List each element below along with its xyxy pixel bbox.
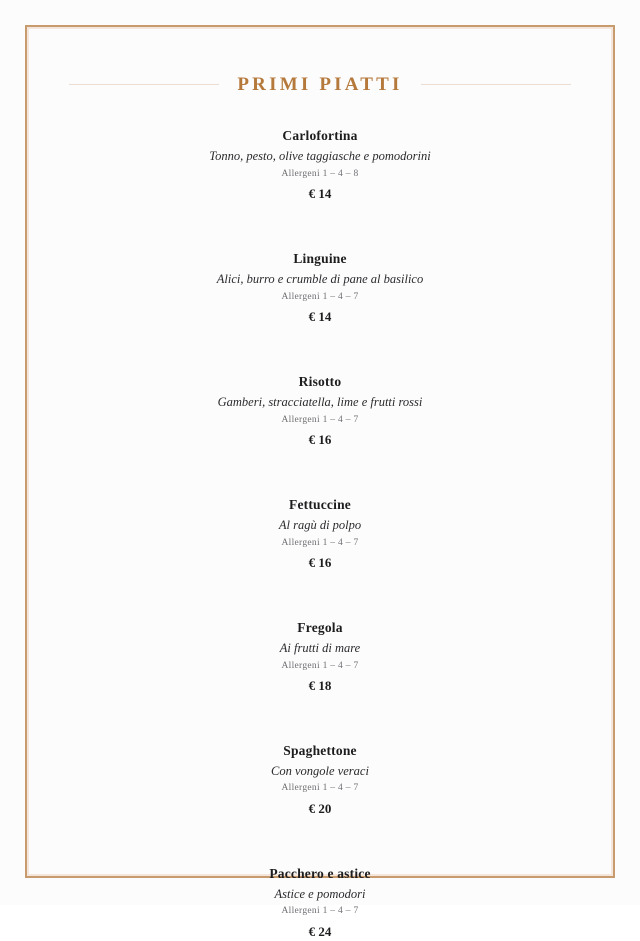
dish-allergens: Allergeni 1 – 4 – 7 <box>281 291 359 302</box>
heading-rule-left <box>69 84 219 85</box>
dish-name: Pacchero e astice <box>269 865 371 881</box>
dish-description: Ai frutti di mare <box>279 640 361 655</box>
menu-item <box>27 251 613 326</box>
dish-price: € 16 <box>308 431 332 447</box>
dish-description: Gamberi, stracciatella, lime e frutti rossi <box>217 394 423 409</box>
dish-allergens: Allergeni 1 – 4 – 7 <box>281 537 359 548</box>
dish-name: Fregola <box>297 619 343 635</box>
heading-rule-right <box>421 84 571 85</box>
dish-description: Tonno, pesto, olive taggiasche e pomodorini <box>209 148 431 163</box>
dish-name: Linguine <box>293 250 347 266</box>
menu-item <box>27 866 613 941</box>
dish-name: Spaghettone <box>283 742 357 758</box>
dish-allergens: Allergeni 1 – 4 – 7 <box>281 660 359 671</box>
dish-price: € 24 <box>308 923 332 939</box>
menu-item <box>27 743 613 818</box>
dish-name: Carlofortina <box>282 128 358 143</box>
menu-item-list <box>27 128 613 941</box>
dish-name: Fettuccine <box>289 496 351 512</box>
dish-description: Con vongole veraci <box>271 763 369 778</box>
dish-price: € 14 <box>308 186 332 202</box>
dish-description: Astice e pomodori <box>274 886 366 901</box>
menu-content <box>27 27 613 939</box>
dish-description: Alici, burro e crumble di pane al basilico <box>216 271 424 286</box>
dish-price: € 20 <box>308 800 332 816</box>
dish-allergens: Allergeni 1 – 4 – 7 <box>281 783 359 794</box>
dish-price: € 18 <box>308 677 332 693</box>
dish-allergens: Allergeni 1 – 4 – 8 <box>281 168 359 179</box>
menu-item <box>27 620 613 695</box>
dish-allergens: Allergeni 1 – 4 – 7 <box>281 906 359 917</box>
menu-item <box>27 497 613 572</box>
dish-description: Al ragù di polpo <box>278 517 362 532</box>
page-title: PRIMI PIATTI <box>237 74 403 95</box>
dish-allergens: Allergeni 1 – 4 – 7 <box>281 414 359 425</box>
menu-item <box>27 374 613 449</box>
section-heading <box>27 75 613 94</box>
menu-item <box>27 128 613 203</box>
dish-name: Risotto <box>298 373 342 389</box>
dish-price: € 14 <box>308 308 332 324</box>
dish-price: € 16 <box>308 554 332 570</box>
